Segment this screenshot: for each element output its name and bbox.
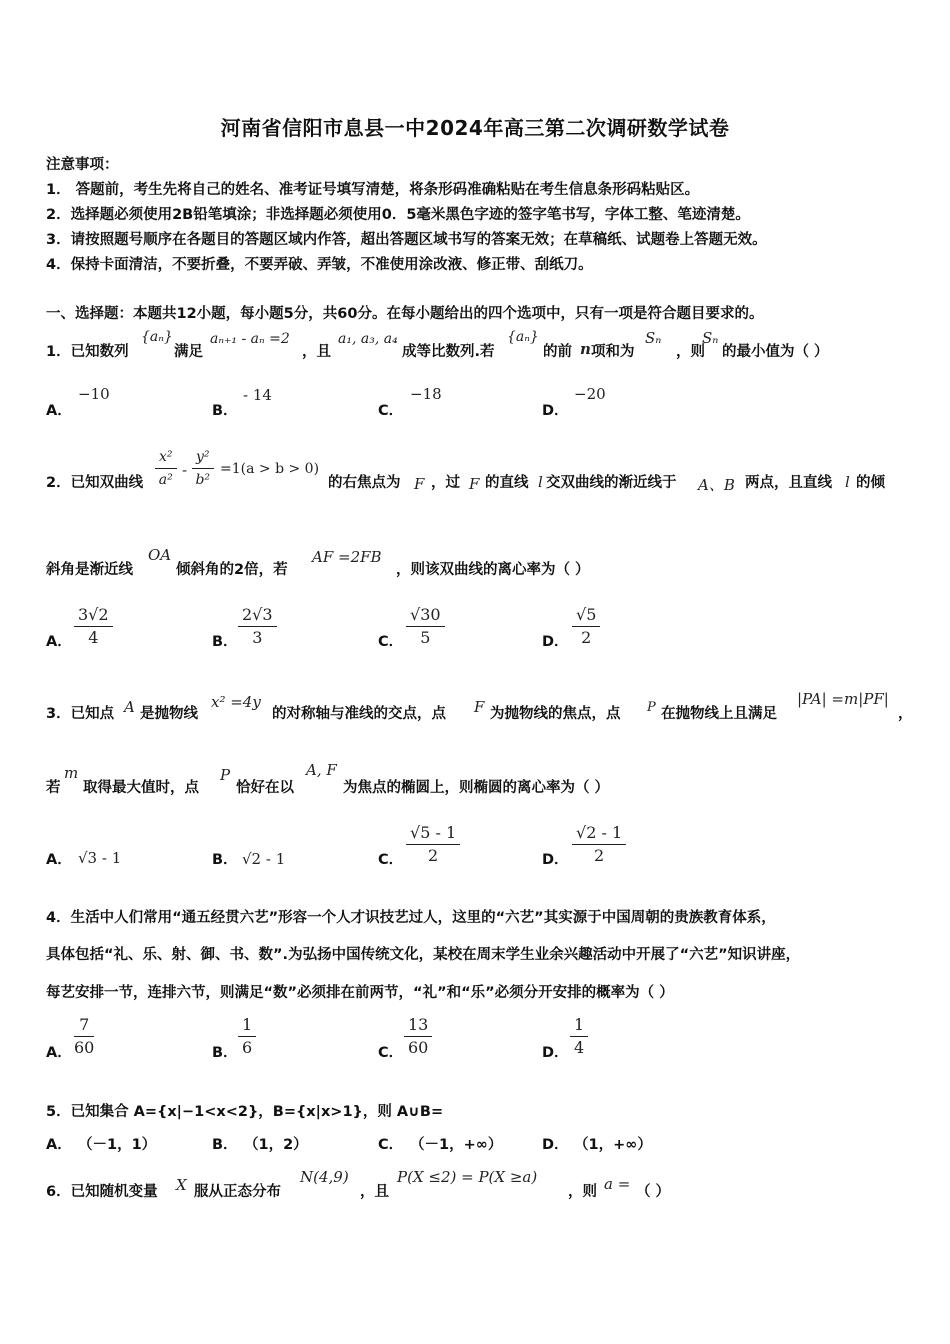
frac-num: √5 - 1 xyxy=(406,822,460,845)
option-label: C． xyxy=(378,634,404,650)
option-label: D． xyxy=(542,634,569,650)
option-fraction xyxy=(570,1014,588,1059)
frac-den: 60 xyxy=(408,1038,429,1057)
option-fraction xyxy=(238,1014,256,1059)
q2-fraction-x xyxy=(155,446,177,491)
option-label: B． xyxy=(212,403,238,419)
q3-text: 取得最大值时，点 xyxy=(83,780,199,796)
q1-text: 1．已知数列 xyxy=(46,344,129,360)
q2-frac-num: x² xyxy=(155,446,177,469)
q4-text: 具体包括“礼、乐、射、御、书、数”.为弘扬中国传统文化，某校在周末学生业余兴趣活动中开展了“六艺”知识讲座， xyxy=(46,947,801,963)
notice-item: 2．选择题必须使用2B铅笔填涂；非选择题必须使用0．5毫米黑色字迹的签字笔书写，字体工整、笔迹清楚。 xyxy=(46,207,750,223)
q6-text: ，则 xyxy=(568,1184,597,1200)
q4-text: 4．生活中人们常用“通五经贯六艺”形容一个人才识技艺过人，这里的“六艺”其实源于中国周朝的贵族教育体系， xyxy=(46,910,776,926)
notice-heading: 注意事项： xyxy=(46,157,119,173)
q2-math-l: l xyxy=(845,473,850,491)
q2-math-vector: AF =2FB xyxy=(312,548,382,566)
option-fraction xyxy=(572,604,600,649)
q1-math-recurrence: aₙ₊₁ - aₙ =2 xyxy=(210,331,290,347)
frac-den: 6 xyxy=(242,1038,253,1057)
option-label: C． xyxy=(378,403,404,419)
q2-text: 的直线 xyxy=(485,475,529,491)
frac-den: 4 xyxy=(88,628,99,647)
q1-text: ，且 xyxy=(302,344,331,360)
q3-math-m: m xyxy=(64,764,79,782)
q2-text: 倾斜角的2倍，若 xyxy=(176,562,288,578)
q3-text: 为焦点的椭圆上，则椭圆的离心率为（ ） xyxy=(343,780,610,796)
q6-math-condition: P(X ≤2) = P(X ≥a) xyxy=(397,1168,538,1186)
option-label: B． xyxy=(212,852,238,868)
frac-den: 60 xyxy=(74,1038,95,1057)
q6-text: （ ） xyxy=(636,1184,671,1200)
frac-num: √5 xyxy=(572,604,600,627)
q3-math-condition: |PA| =m|PF| xyxy=(797,690,889,708)
q2-math-OA: OA xyxy=(148,546,172,564)
q3-math-F: F xyxy=(474,698,485,716)
q3-math-P: P xyxy=(220,766,231,784)
option-fraction xyxy=(238,604,277,649)
option-value: −20 xyxy=(574,385,606,403)
option-fraction xyxy=(74,604,113,649)
option-value: - 14 xyxy=(243,386,272,404)
option-value: √2 - 1 xyxy=(242,850,286,868)
frac-num: 13 xyxy=(404,1014,432,1037)
q2-frac-den: b² xyxy=(195,472,211,488)
option-fraction xyxy=(74,1014,94,1059)
option-label: B． xyxy=(212,634,238,650)
option-label: A． xyxy=(46,403,72,419)
q6-math-X: X xyxy=(176,1176,187,1194)
q6-text: ，且 xyxy=(360,1184,389,1200)
frac-num: 1 xyxy=(570,1014,588,1037)
frac-num: 2√3 xyxy=(238,604,277,627)
q6-math-a: a = xyxy=(604,1175,631,1193)
notice-item: 4．保持卡面清洁，不要折叠，不要弄破、弄皱，不准使用涂改液、修正带、刮纸刀。 xyxy=(46,257,593,273)
q2-text: 斜角是渐近线 xyxy=(46,562,133,578)
option-value: （－1，1） xyxy=(78,1137,157,1153)
q2-math-AB: A、B xyxy=(698,476,735,494)
q3-text: 恰好在以 xyxy=(236,780,294,796)
frac-num: √2 - 1 xyxy=(572,822,626,845)
q2-math-F: F xyxy=(414,475,425,493)
option-label: D． xyxy=(542,1137,569,1153)
q1-math-seq: {aₙ} xyxy=(141,329,173,345)
q1-text: ，则 xyxy=(676,344,705,360)
option-value: −18 xyxy=(410,385,442,403)
q3-math-P: P xyxy=(647,700,656,715)
option-label: D． xyxy=(542,403,569,419)
q4-text: 每艺安排一节，连排六节，则满足“数”必须排在前两节，“礼”和“乐”必须分开安排的概率为（ ） xyxy=(46,985,674,1001)
option-value: −10 xyxy=(78,385,110,403)
frac-num: 7 xyxy=(74,1014,94,1037)
q1-text: 的前 xyxy=(543,344,572,360)
q2-text: 两点，且直线 xyxy=(745,475,832,491)
frac-num: 3√2 xyxy=(74,604,113,627)
frac-den: 2 xyxy=(581,628,592,647)
frac-num: √30 xyxy=(406,604,445,627)
q3-text: 若 xyxy=(46,780,61,796)
option-label: B． xyxy=(212,1045,238,1061)
q3-text: 的对称轴与准线的交点，点 xyxy=(272,706,446,722)
q1-math-seq: {aₙ} xyxy=(507,329,539,345)
q2-fraction-y xyxy=(192,446,214,491)
q2-text: ，过 xyxy=(431,475,460,491)
q1-math-sn: Sₙ xyxy=(702,329,719,347)
q3-math-parabola: x² =4y xyxy=(211,693,261,711)
q3-text: 3．已知点 xyxy=(46,706,115,722)
q1-text: 成等比数列.若 xyxy=(402,344,495,360)
frac-den: 2 xyxy=(593,846,605,865)
frac-den: 4 xyxy=(574,1038,585,1057)
q2-equation: =1(a > b > 0) xyxy=(220,461,320,477)
q2-text: 的倾 xyxy=(856,475,885,491)
option-label: B． xyxy=(212,1137,238,1153)
option-label: C． xyxy=(378,1137,404,1153)
option-label: A． xyxy=(46,634,72,650)
q1-text: 的最小值为（ ） xyxy=(722,344,829,360)
q1-math-n: n xyxy=(580,340,591,358)
q6-text: 服从正态分布 xyxy=(194,1184,281,1200)
q3-text: ， xyxy=(898,706,913,722)
option-fraction xyxy=(404,1014,432,1059)
q2-math-l: l xyxy=(538,473,543,491)
option-label: A． xyxy=(46,1045,72,1061)
option-value: （1，+∞） xyxy=(574,1137,652,1153)
option-fraction xyxy=(572,822,626,867)
q2-text: 的右焦点为 xyxy=(328,475,401,491)
option-label: A． xyxy=(46,852,72,868)
q2-text: 交双曲线的渐近线于 xyxy=(546,475,677,491)
frac-den: 3 xyxy=(252,628,263,647)
notice-item: 1． 答题前，考生先将自己的姓名、准考证号填写清楚，将条形码准确粘贴在考生信息条形码粘贴区。 xyxy=(46,182,700,198)
q5-text: 5．已知集合 A={x|−1<x<2}，B={x|x>1}，则 A∪B= xyxy=(46,1104,444,1120)
q3-text: 在抛物线上且满足 xyxy=(661,706,777,722)
q3-math-A: A xyxy=(124,698,135,716)
page-title: 河南省信阳市息县一中2024年高三第二次调研数学试卷 xyxy=(220,116,730,140)
q1-text: 满足 xyxy=(174,344,203,360)
q2-frac-num: y² xyxy=(192,446,214,469)
q2-text: ，则该双曲线的离心率为（ ） xyxy=(396,562,590,578)
option-value: （1，2） xyxy=(244,1137,308,1153)
option-fraction xyxy=(406,822,460,867)
q2-frac-den: a² xyxy=(158,472,173,488)
q2-math-F: F xyxy=(469,475,480,493)
q2-minus: - xyxy=(182,461,188,479)
q3-text: 为抛物线的焦点，点 xyxy=(490,706,621,722)
frac-den: 2 xyxy=(427,846,439,865)
option-value: √3 - 1 xyxy=(78,849,122,867)
option-label: C． xyxy=(378,852,404,868)
option-value: （－1，+∞） xyxy=(410,1137,503,1153)
q1-math-sn: Sₙ xyxy=(645,329,662,347)
option-label: C． xyxy=(378,1045,404,1061)
notice-item: 3．请按照题号顺序在各题目的答题区域内作答，超出答题区域书写的答案无效；在草稿纸、试题卷上答题无效。 xyxy=(46,232,767,248)
frac-den: 5 xyxy=(420,628,431,647)
option-label: D． xyxy=(542,852,569,868)
q6-math-normal: N(4,9) xyxy=(300,1168,349,1186)
q1-math-terms: a₁, a₃, a₄ xyxy=(338,331,398,347)
q3-text: 是抛物线 xyxy=(140,706,198,722)
q6-text: 6．已知随机变量 xyxy=(46,1184,158,1200)
frac-num: 1 xyxy=(238,1014,256,1037)
option-label: A． xyxy=(46,1137,72,1153)
q3-math-AF: A, F xyxy=(306,761,337,779)
section-heading: 一、选择题：本题共12小题，每小题5分，共60分。在每小题给出的四个选项中，只有一项是符合题目要求的。 xyxy=(46,306,764,322)
q2-text: 2．已知双曲线 xyxy=(46,475,144,491)
option-label: D． xyxy=(542,1045,569,1061)
option-fraction xyxy=(406,604,445,649)
q1-text: 项和为 xyxy=(591,344,635,360)
